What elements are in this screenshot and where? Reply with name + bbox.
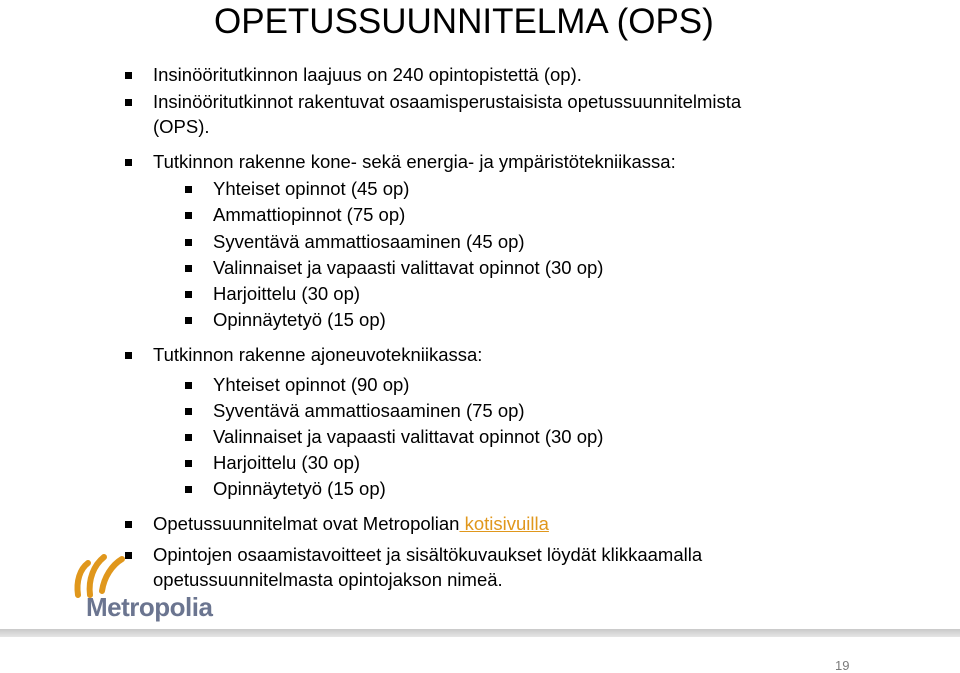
sub-bullet-marker — [185, 186, 192, 193]
logo-wordmark: Metropolia — [86, 592, 213, 622]
sub-bullet-text: Opinnäytetyö (15 op) — [213, 309, 386, 330]
sub-bullet-marker — [185, 382, 192, 389]
sub-bullet-text: Opinnäytetyö (15 op) — [213, 478, 386, 499]
slide-title: OPETUSSUUNNITELMA (OPS) — [214, 2, 714, 41]
bullet-text-continuation: opetussuunnitelmasta opintojakson nimeä. — [153, 569, 503, 590]
sub-bullet-text: Valinnaiset ja vapaasti valittavat opinnot (30 op) — [213, 257, 604, 278]
bullet-text: Insinööritutkinnot rakentuvat osaamisperustaisista opetussuunnitelmista — [153, 91, 742, 112]
bullet-marker — [125, 521, 132, 528]
sub-bullet-text: Harjoittelu (30 op) — [213, 452, 361, 473]
bullet-marker — [125, 72, 132, 79]
sub-bullet-marker — [185, 434, 192, 441]
sub-bullet-text: Yhteiset opinnot (45 op) — [213, 178, 410, 199]
bullet-marker — [125, 159, 132, 166]
sub-bullet-marker — [185, 212, 192, 219]
sub-bullet-text: Valinnaiset ja vapaasti valittavat opinnot (30 op) — [213, 426, 604, 447]
sub-bullet-text: Harjoittelu (30 op) — [213, 283, 361, 304]
bullet-marker — [125, 352, 132, 359]
homepage-link[interactable]: kotisivuilla — [459, 513, 549, 534]
sub-bullet-text: Ammattiopinnot (75 op) — [213, 204, 406, 225]
sub-bullet-marker — [185, 291, 192, 298]
bullet-text: Opintojen osaamistavoitteet ja sisältökuvaukset löydät klikkaamalla — [153, 544, 703, 565]
sub-bullet-marker — [185, 265, 192, 272]
sub-bullet-text: Syventävä ammattiosaaminen (75 op) — [213, 400, 525, 421]
bullet-text — [153, 512, 549, 536]
bullet-text-continuation: (OPS). — [153, 116, 210, 137]
sub-bullet-marker — [185, 486, 192, 493]
sub-bullet-text: Syventävä ammattiosaaminen (45 op) — [213, 231, 525, 252]
sub-bullet-marker — [185, 408, 192, 415]
sub-bullet-marker — [185, 460, 192, 467]
sub-bullet-marker — [185, 317, 192, 324]
page-number: 19 — [835, 658, 850, 673]
sub-bullet-marker — [185, 239, 192, 246]
bullet-text-lead: Opetussuunnitelmat ovat Metropolian — [153, 513, 460, 534]
bullet-text: Tutkinnon rakenne kone- sekä energia- ja ympäristötekniikassa: — [153, 151, 676, 172]
footer-divider — [0, 629, 960, 637]
bullet-marker — [125, 99, 132, 106]
bullet-text: Insinööritutkinnon laajuus on 240 opintopistettä (op). — [153, 64, 582, 85]
sub-bullet-text: Yhteiset opinnot (90 op) — [213, 374, 410, 395]
bullet-text: Tutkinnon rakenne ajoneuvotekniikassa: — [153, 344, 483, 365]
